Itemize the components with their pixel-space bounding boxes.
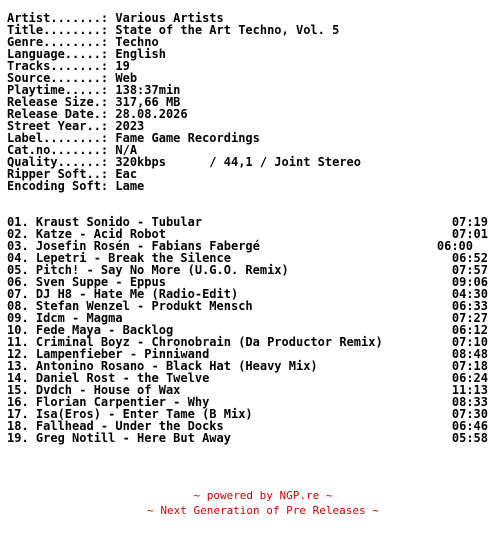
info-encoding-soft: Encoding Soft: Lame	[7, 179, 145, 193]
track-title: 09. Idcm - Magma	[7, 311, 123, 325]
track-title: 16. Florian Carpentier - Why	[7, 395, 210, 409]
track-title: 01. Kraust Sonido - Tubular	[7, 215, 203, 229]
track-duration: 06:33	[451, 299, 488, 313]
track-title: 13. Antonino Rosano - Black Hat (Heavy Mix)	[7, 359, 318, 373]
info-language: Language.....: English	[7, 47, 166, 61]
track-duration: 08:48	[451, 347, 488, 361]
track-duration: 04:30	[451, 287, 488, 301]
track-title: 07. DJ H8 - Hate Me (Radio-Edit)	[7, 287, 239, 301]
track-duration: 06:24	[451, 371, 488, 385]
info-source: Source.......: Web	[7, 71, 138, 85]
info-genre: Genre........: Techno	[7, 35, 159, 49]
track-duration: 08:33	[451, 395, 488, 409]
track-duration: 07:27	[451, 311, 488, 325]
info-quality: Quality......: 320kbps / 44,1 / Joint Stereo	[7, 155, 362, 169]
info-release-size: Release Size.: 317,66 MB	[7, 95, 181, 109]
track-title: 17. Isa(Eros) - Enter Tame (B Mix)	[7, 407, 253, 421]
track-title: 19. Greg Notill - Here But Away	[7, 431, 231, 445]
info-release-date: Release Date.: 28.08.2026	[7, 107, 188, 121]
track-row	[7, 432, 488, 444]
track-title: 06. Sven Suppe - Eppus	[7, 275, 166, 289]
track-duration: 06:00	[436, 239, 473, 253]
track-duration: 07:19	[451, 215, 488, 229]
tracklist	[7, 216, 488, 444]
footer-powered-by: ~ powered by NGP.re ~	[193, 489, 333, 502]
track-duration: 06:46	[451, 419, 488, 433]
track-duration: 11:13	[451, 383, 488, 397]
track-duration: 06:52	[451, 251, 488, 265]
track-duration: 07:18	[451, 359, 488, 373]
info-catno: Cat.no.......: N/A	[7, 143, 138, 157]
track-title: 12. Lampenfieber - Pinniwand	[7, 347, 210, 361]
track-duration: 07:30	[451, 407, 488, 421]
track-duration: 06:12	[451, 323, 488, 337]
info-label: Label........: Fame Game Recordings	[7, 131, 260, 145]
info-playtime: Playtime.....: 138:37min	[7, 83, 181, 97]
track-title: 05. Pitch! - Say No More (U.G.O. Remix)	[7, 263, 289, 277]
track-title: 11. Criminal Boyz - Chronobrain (Da Productor Remix)	[7, 335, 383, 349]
footer-tagline: ~ Next Generation of Pre Releases ~	[147, 504, 379, 517]
track-title: 18. Fallhead - Under the Docks	[7, 419, 224, 433]
track-duration: 07:01	[451, 227, 488, 241]
info-artist: Artist.......: Various Artists	[7, 11, 224, 25]
info-street-year: Street Year..: 2023	[7, 119, 145, 133]
track-duration: 09:06	[451, 275, 488, 289]
track-title: 14. Daniel Rost - the Twelve	[7, 371, 210, 385]
track-title: 15. Dvdch - House of Wax	[7, 383, 181, 397]
track-title: 02. Katze - Acid Robot	[7, 227, 166, 241]
track-duration: 07:57	[451, 263, 488, 277]
track-title: 03. Josefin Rosén - Fabians Fabergé	[7, 239, 260, 253]
info-tracks: Tracks.......: 19	[7, 59, 130, 73]
track-duration: 07:10	[451, 335, 488, 349]
track-title: 04. Lepetri - Break the Silence	[7, 251, 231, 265]
track-duration: 05:58	[451, 431, 488, 445]
footer	[0, 488, 496, 518]
info-ripper-soft: Ripper Soft..: Eac	[7, 167, 138, 181]
track-title: 08. Stefan Wenzel - Produkt Mensch	[7, 299, 253, 313]
release-info	[7, 12, 361, 192]
track-title: 10. Fede Maya - Backlog	[7, 323, 174, 337]
info-title: Title........: State of the Art Techno, Vol. 5	[7, 23, 340, 37]
